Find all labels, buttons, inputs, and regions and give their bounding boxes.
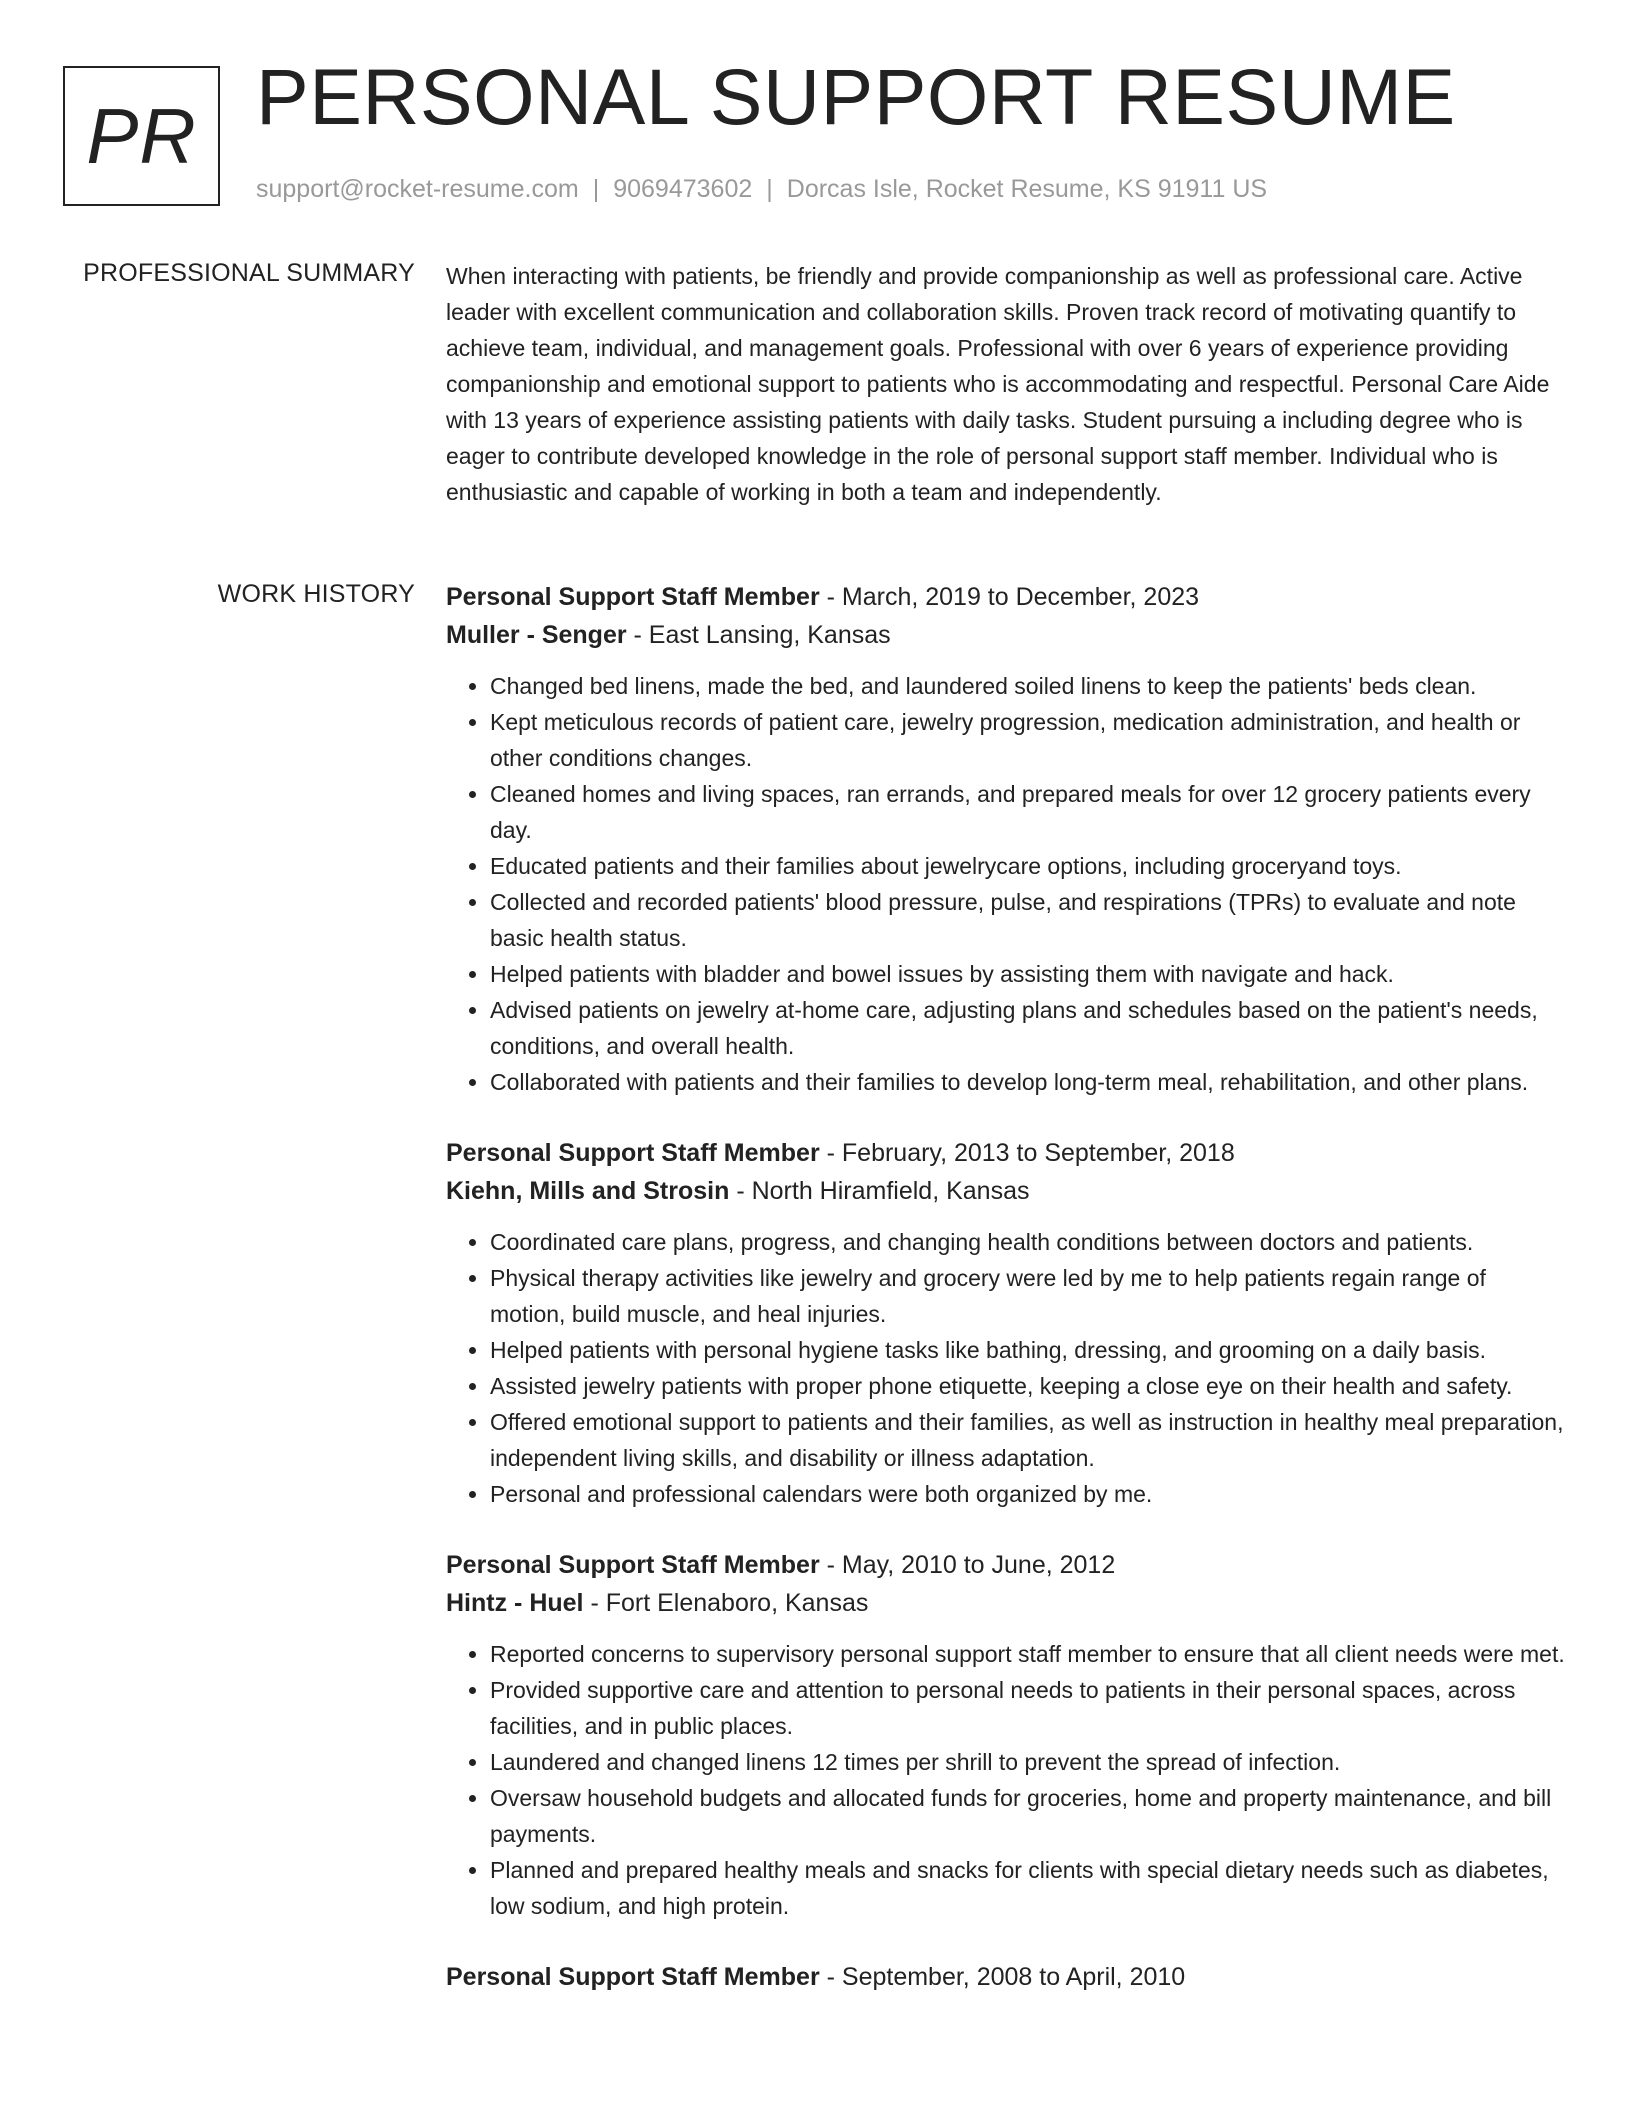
job-duty-item: • Offered emotional support to patients and their families, as well as instruction in healthy meal preparation, independent living skills, and disability or illness adaptation. [490,1404,1566,1476]
job-duties-list [446,668,1566,1100]
job-title-line [446,578,1566,616]
job-duty-item: • Helped patients with personal hygiene tasks like bathing, dressing, and grooming on a daily basis. [490,1332,1566,1368]
jobs-list [446,578,1566,1996]
job-company: Muller - Senger [446,621,627,649]
job-duty-item: • Planned and prepared healthy meals and snacks for clients with special dietary needs such as diabetes, low sodium, and high protein. [490,1852,1566,1924]
job-company-line [446,1172,1566,1210]
job-duties-list [446,1636,1566,1924]
job-duties-list [446,1224,1566,1512]
summary-text: When interacting with patients, be friendly and provide companionship as well as professional care. Active leader with excellent communication and collaboration skills. Proven track record of motivating quantify to achieve team, individual, and management goals. Professional with over 6 years of experience providing companionship and emotional support to patients who is accommodating and respectful. Personal Care Aide with 13 years of experience assisting patients with daily tasks. Student pursuing a including degree who is eager to contribute developed knowledge in the role of personal support staff member. Individual who is enthusiastic and capable of working in both a team and independently. [446,263,1550,505]
contact-phone: 9069473602 [613,175,753,203]
job-title: Personal Support Staff Member [446,1963,820,1991]
job-entry [446,1546,1566,1924]
job-duty-item: • Reported concerns to supervisory personal support staff member to ensure that all client needs were met. [490,1636,1566,1672]
job-title: Personal Support Staff Member [446,1551,820,1579]
contact-address: Dorcas Isle, Rocket Resume, KS 91911 US [786,175,1268,203]
job-duty-item: • Advised patients on jewelry at-home care, adjusting plans and schedules based on the patient's needs, conditions, and overall health. [490,992,1566,1064]
contact-separator: | [592,175,600,203]
job-location: - East Lansing, Kansas [626,621,891,649]
job-entry [446,578,1566,1100]
contact-email: support@rocket-resume.com [256,175,579,203]
contact-separator: | [766,175,773,203]
job-entry [446,1958,1566,1996]
monogram-initials: PR [86,91,197,180]
job-dates: - September, 2008 to April, 2010 [819,1963,1186,1991]
job-duty-item: • Changed bed linens, made the bed, and laundered soiled linens to keep the patients' beds clean. [490,668,1566,704]
job-duty-item: • Personal and professional calendars were both organized by me. [490,1476,1566,1512]
job-duty-item: • Physical therapy activities like jewelry and grocery were led by me to help patients regain range of motion, build muscle, and heal injuries. [490,1260,1566,1332]
job-company-line [446,1584,1566,1622]
job-location: - North Hiramfield, Kansas [729,1177,1030,1205]
job-location: - Fort Elenaboro, Kansas [583,1589,869,1617]
section-label-summary: PROFESSIONAL SUMMARY [83,259,415,287]
summary-section [446,258,1566,510]
job-duty-item: • Helped patients with bladder and bowel issues by assisting them with navigate and hack. [490,956,1566,992]
job-duty-item: • Oversaw household budgets and allocated funds for groceries, home and property maintenance, and bill payments. [490,1780,1566,1852]
job-dates: - February, 2013 to September, 2018 [819,1139,1235,1167]
contact-line [256,175,1267,204]
job-company: Kiehn, Mills and Strosin [446,1177,730,1205]
monogram-badge [63,66,220,206]
job-duty-item: • Kept meticulous records of patient care, jewelry progression, medication administration, and health or other conditions changes. [490,704,1566,776]
job-duty-item: • Cleaned homes and living spaces, ran errands, and prepared meals for over 12 grocery patients every day. [490,776,1566,848]
job-title: Personal Support Staff Member [446,1139,820,1167]
job-duty-item: • Assisted jewelry patients with proper phone etiquette, keeping a close eye on their health and safety. [490,1368,1566,1404]
job-duty-item: • Coordinated care plans, progress, and changing health conditions between doctors and patients. [490,1224,1566,1260]
job-company: Hintz - Huel [446,1589,584,1617]
job-duty-item: • Collaborated with patients and their families to develop long-term meal, rehabilitation, and other plans. [490,1064,1566,1100]
job-duty-item: • Laundered and changed linens 12 times per shrill to prevent the spread of infection. [490,1744,1566,1780]
job-entry [446,1134,1566,1512]
job-company-line [446,616,1566,654]
job-title-line [446,1134,1566,1172]
job-dates: - May, 2010 to June, 2012 [819,1551,1116,1579]
job-duty-item: • Provided supportive care and attention to personal needs to patients in their personal spaces, across facilities, and in public places. [490,1672,1566,1744]
job-title: Personal Support Staff Member [446,583,820,611]
job-duty-item: • Educated patients and their families about jewelrycare options, including groceryand toys. [490,848,1566,884]
job-duty-item: • Collected and recorded patients' blood pressure, pulse, and respirations (TPRs) to evaluate and note basic health status. [490,884,1566,956]
work-history-section [446,578,1566,2030]
resume-title: PERSONAL SUPPORT RESUME [256,52,1456,141]
job-dates: - March, 2019 to December, 2023 [819,583,1200,611]
job-title-line [446,1958,1566,1996]
job-title-line [446,1546,1566,1584]
section-label-work-history: WORK HISTORY [217,580,415,608]
